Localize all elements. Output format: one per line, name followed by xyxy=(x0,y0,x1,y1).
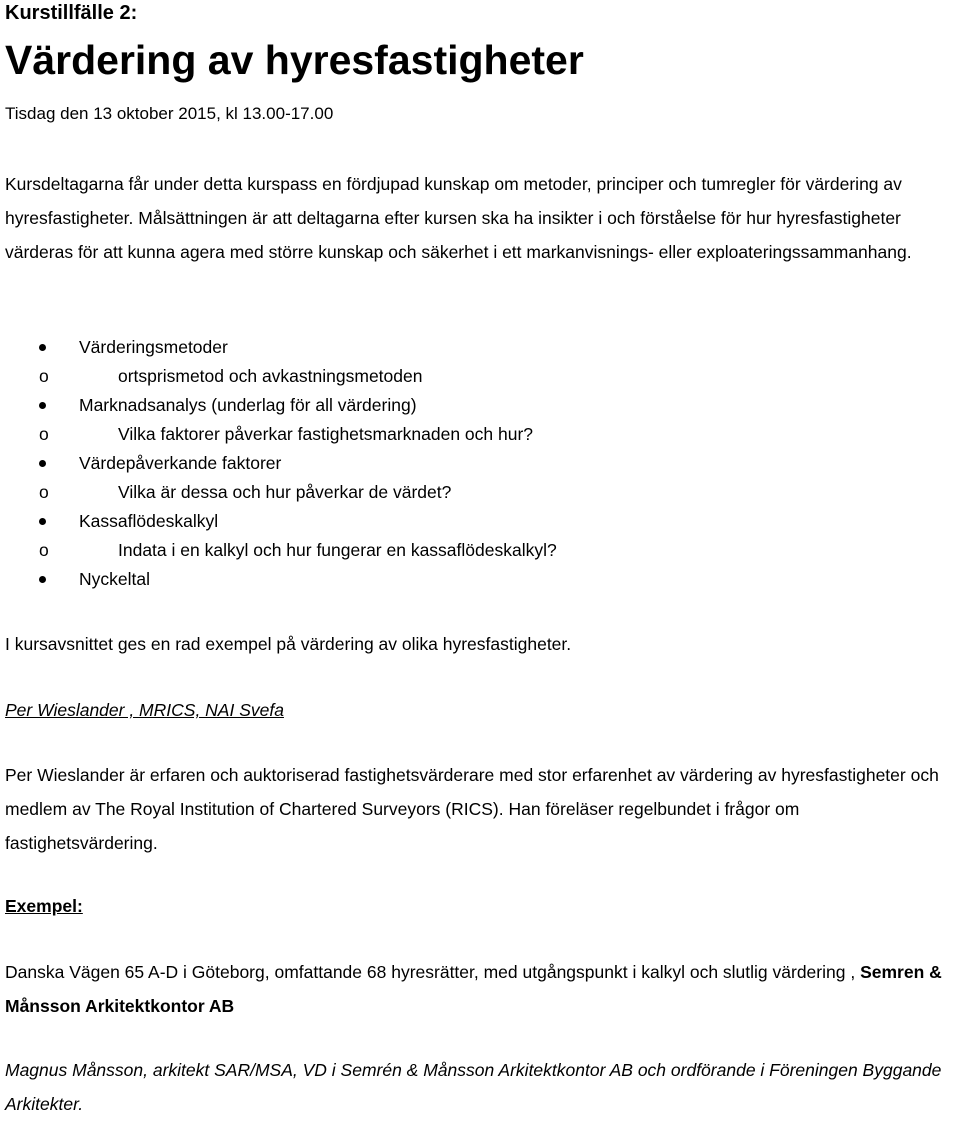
speaker-bio: Per Wieslander är erfaren och auktoriserad fastighetsvärderare med stor erfarenhet av värdering av hyresfastigheter och medlem av The Royal Institution of Chartered Surveyors (RICS). Han föreläser regelbundet i frågor om fastighetsvärdering. xyxy=(5,765,939,853)
bullet-icon xyxy=(39,344,46,351)
example-firm: Semren & Månsson Arkitektkontor AB xyxy=(5,962,942,1016)
speaker-heading xyxy=(5,693,955,727)
bullet-icon xyxy=(39,460,46,467)
example-text: Danska Vägen 65 A-D i Göteborg, omfattande 68 hyresrätter, med utgångspunkt i kalkyl och slutlig värdering , xyxy=(5,962,861,982)
list-item-text: ortsprismetod och avkastningsmetoden xyxy=(118,366,423,386)
sub-bullet-icon: o xyxy=(39,424,49,444)
session-date: Tisdag den 13 oktober 2015, kl 13.00-17.00 xyxy=(5,104,334,123)
list-item-text: Värderingsmetoder xyxy=(79,337,228,357)
session-label: Kurstillfälle 2: xyxy=(5,2,138,24)
sub-bullet-icon: o xyxy=(39,540,49,560)
example-heading-text: Exempel: xyxy=(5,896,83,916)
list-item-text: Nyckeltal xyxy=(79,569,150,589)
example-heading xyxy=(5,889,955,923)
intro-paragraph: Kursdeltagarna får under detta kurspass en fördjupad kunskap om metoder, principer och tumregler för värdering av hyresfastigheter. Målsättningen är att deltagarna efter kursen ska ha insikter i och förståelse för hur hyresfastigheter värderas för att kunna agera med större kunskap och säkerhet i ett markanvisnings- eller exploateringssammanhang. xyxy=(5,174,912,262)
speaker-heading-text: Per Wieslander , MRICS, NAI Svefa xyxy=(5,700,284,720)
list-item-text: Värdepåverkande faktorer xyxy=(79,453,282,473)
sub-bullet-icon: o xyxy=(39,482,49,502)
bullet-icon xyxy=(39,518,46,525)
example-paragraph xyxy=(5,955,955,1023)
page-title: Värdering av hyresfastigheter xyxy=(5,37,584,83)
list-item-text: Vilka faktorer påverkar fastighetsmarknaden och hur? xyxy=(118,424,534,444)
list-item-text: Kassaflödeskalkyl xyxy=(79,511,219,531)
list-item-text: Vilka är dessa och hur påverkar de värdet? xyxy=(118,482,452,502)
bullet-icon xyxy=(39,402,46,409)
list-item-text: Indata i en kalkyl och hur fungerar en kassaflödeskalkyl? xyxy=(118,540,557,560)
sub-bullet-icon: o xyxy=(39,366,49,386)
list-item-text: Marknadsanalys (underlag för all värdering) xyxy=(79,395,417,415)
summary-paragraph: I kursavsnittet ges en rad exempel på värdering av olika hyresfastigheter. xyxy=(5,634,572,654)
bullet-icon xyxy=(39,576,46,583)
architect-credit: Magnus Månsson, arkitekt SAR/MSA, VD i Semrén & Månsson Arkitektkontor AB och ordförande i Föreningen Byggande Arkitekter. xyxy=(5,1060,942,1114)
